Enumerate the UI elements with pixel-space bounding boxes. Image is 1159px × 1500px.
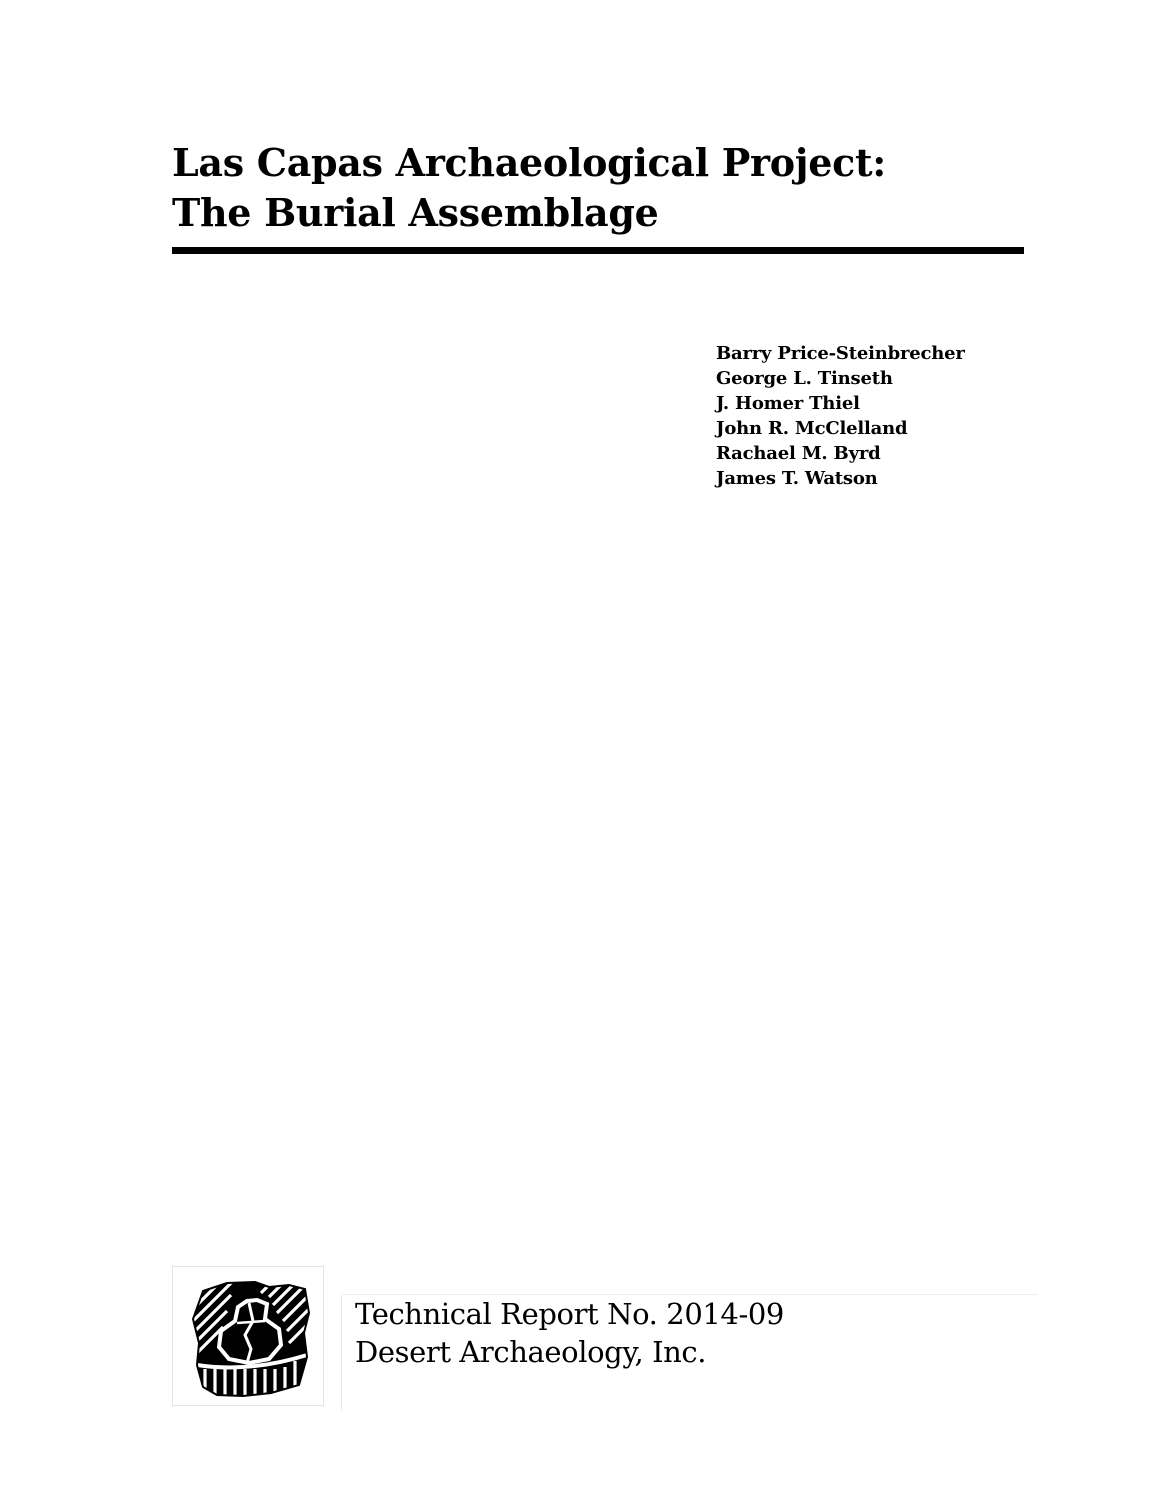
title-block [172, 138, 1024, 238]
author-name: James T. Watson [716, 468, 878, 489]
author-name: J. Homer Thiel [716, 393, 860, 414]
title-line-2: The Burial Assemblage [172, 190, 659, 235]
author-name: John R. McClelland [716, 418, 908, 439]
author-name: George L. Tinseth [716, 368, 893, 389]
title-rule [172, 247, 1024, 254]
report-number: Technical Report No. 2014-09 [355, 1297, 784, 1331]
desert-archaeology-logo-icon [183, 1273, 315, 1401]
report-info [355, 1295, 784, 1371]
publisher-logo [172, 1266, 324, 1406]
footer-divider [341, 1296, 342, 1410]
author-name: Barry Price-Steinbrecher [716, 343, 965, 364]
title-line-1: Las Capas Archaeological Project: [172, 140, 886, 185]
author-list [716, 341, 965, 491]
author-name: Rachael M. Byrd [716, 443, 881, 464]
publisher-name: Desert Archaeology, Inc. [355, 1335, 707, 1369]
